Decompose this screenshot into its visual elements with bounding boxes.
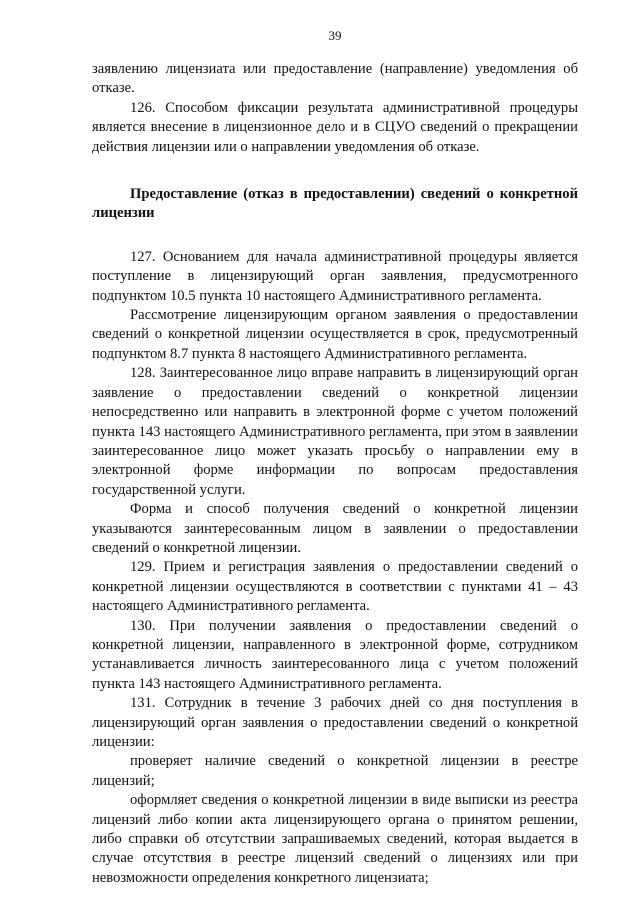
paragraph-130: 130. При получении заявления о предоставлении сведений о конкретной лицензии, направленного в электронной форме, сотрудником устанавливается личность заинтересованного лица с учетом положений пункта 143 настоящего Административного регламента. (92, 617, 578, 692)
section-heading: Предоставление (отказ в предоставлении) сведений о конкретной лицензии (92, 186, 578, 222)
paragraph-127-review: Рассмотрение лицензирующим органом заявления о предоставлении сведений о конкретной лицензии осуществляется в срок, предусмотренный подпунктом 8.7 пункта 8 настоящего Административного регламента. (92, 307, 578, 362)
page-number: 39 (328, 28, 342, 43)
paragraph-continuation: заявлению лицензиата или предоставление (направление) уведомления об отказе. (92, 61, 578, 97)
paragraph-128: 128. Заинтересованное лицо вправе направить в лицензирующий орган заявление о предоставлении сведений о конкретной лицензии непосредственно или направить в электронной форме с учетом положений пункта 143 настоящего Административного регламента, при этом в заявлении заинтересованное лицо может указать просьбу о направлении ему в электронной форме информации по вопросам предоставления государственной услуги. (92, 365, 578, 498)
paragraph-131-check: проверяет наличие сведений о конкретной лицензии в реестре лицензий; (92, 753, 578, 789)
paragraph-131-issue: оформляет сведения о конкретной лицензии в виде выписки из реестра лицензий либо копии акта лицензирующего органа о принятом решении, либо справки об отсутствии запрашиваемых сведений, которая выдается в случае отсутствия в реестре лицензий сведений о лицензиях или при невозможности определения конкретного лицензиата; (92, 792, 578, 886)
paragraph-128-form: Форма и способ получения сведений о конкретной лицензии указываются заинтересованным лицом в заявлении о предоставлении сведений о конкретной лицензии. (92, 501, 578, 556)
paragraph-126: 126. Способом фиксации результата административной процедуры является внесение в лицензионное дело и в СЦУО сведений о прекращении действия лицензии или о направлении уведомления об отказе. (92, 99, 578, 155)
paragraph-129: 129. Прием и регистрация заявления о предоставлении сведений о конкретной лицензии осуществляются в соответствии с пунктами 41 – 43 настоящего Административного регламента. (92, 559, 578, 615)
paragraph-127: 127. Основанием для начала административной процедуры является поступление в лицензирующий орган заявления, предусмотренного подпунктом 10.5 пункта 10 настоящего Административного регламента. (92, 248, 578, 304)
paragraph-131: 131. Сотрудник в течение 3 рабочих дней со дня поступления в лицензирующий орган заявления о предоставлении сведений о конкретной лицензии: (92, 695, 578, 750)
